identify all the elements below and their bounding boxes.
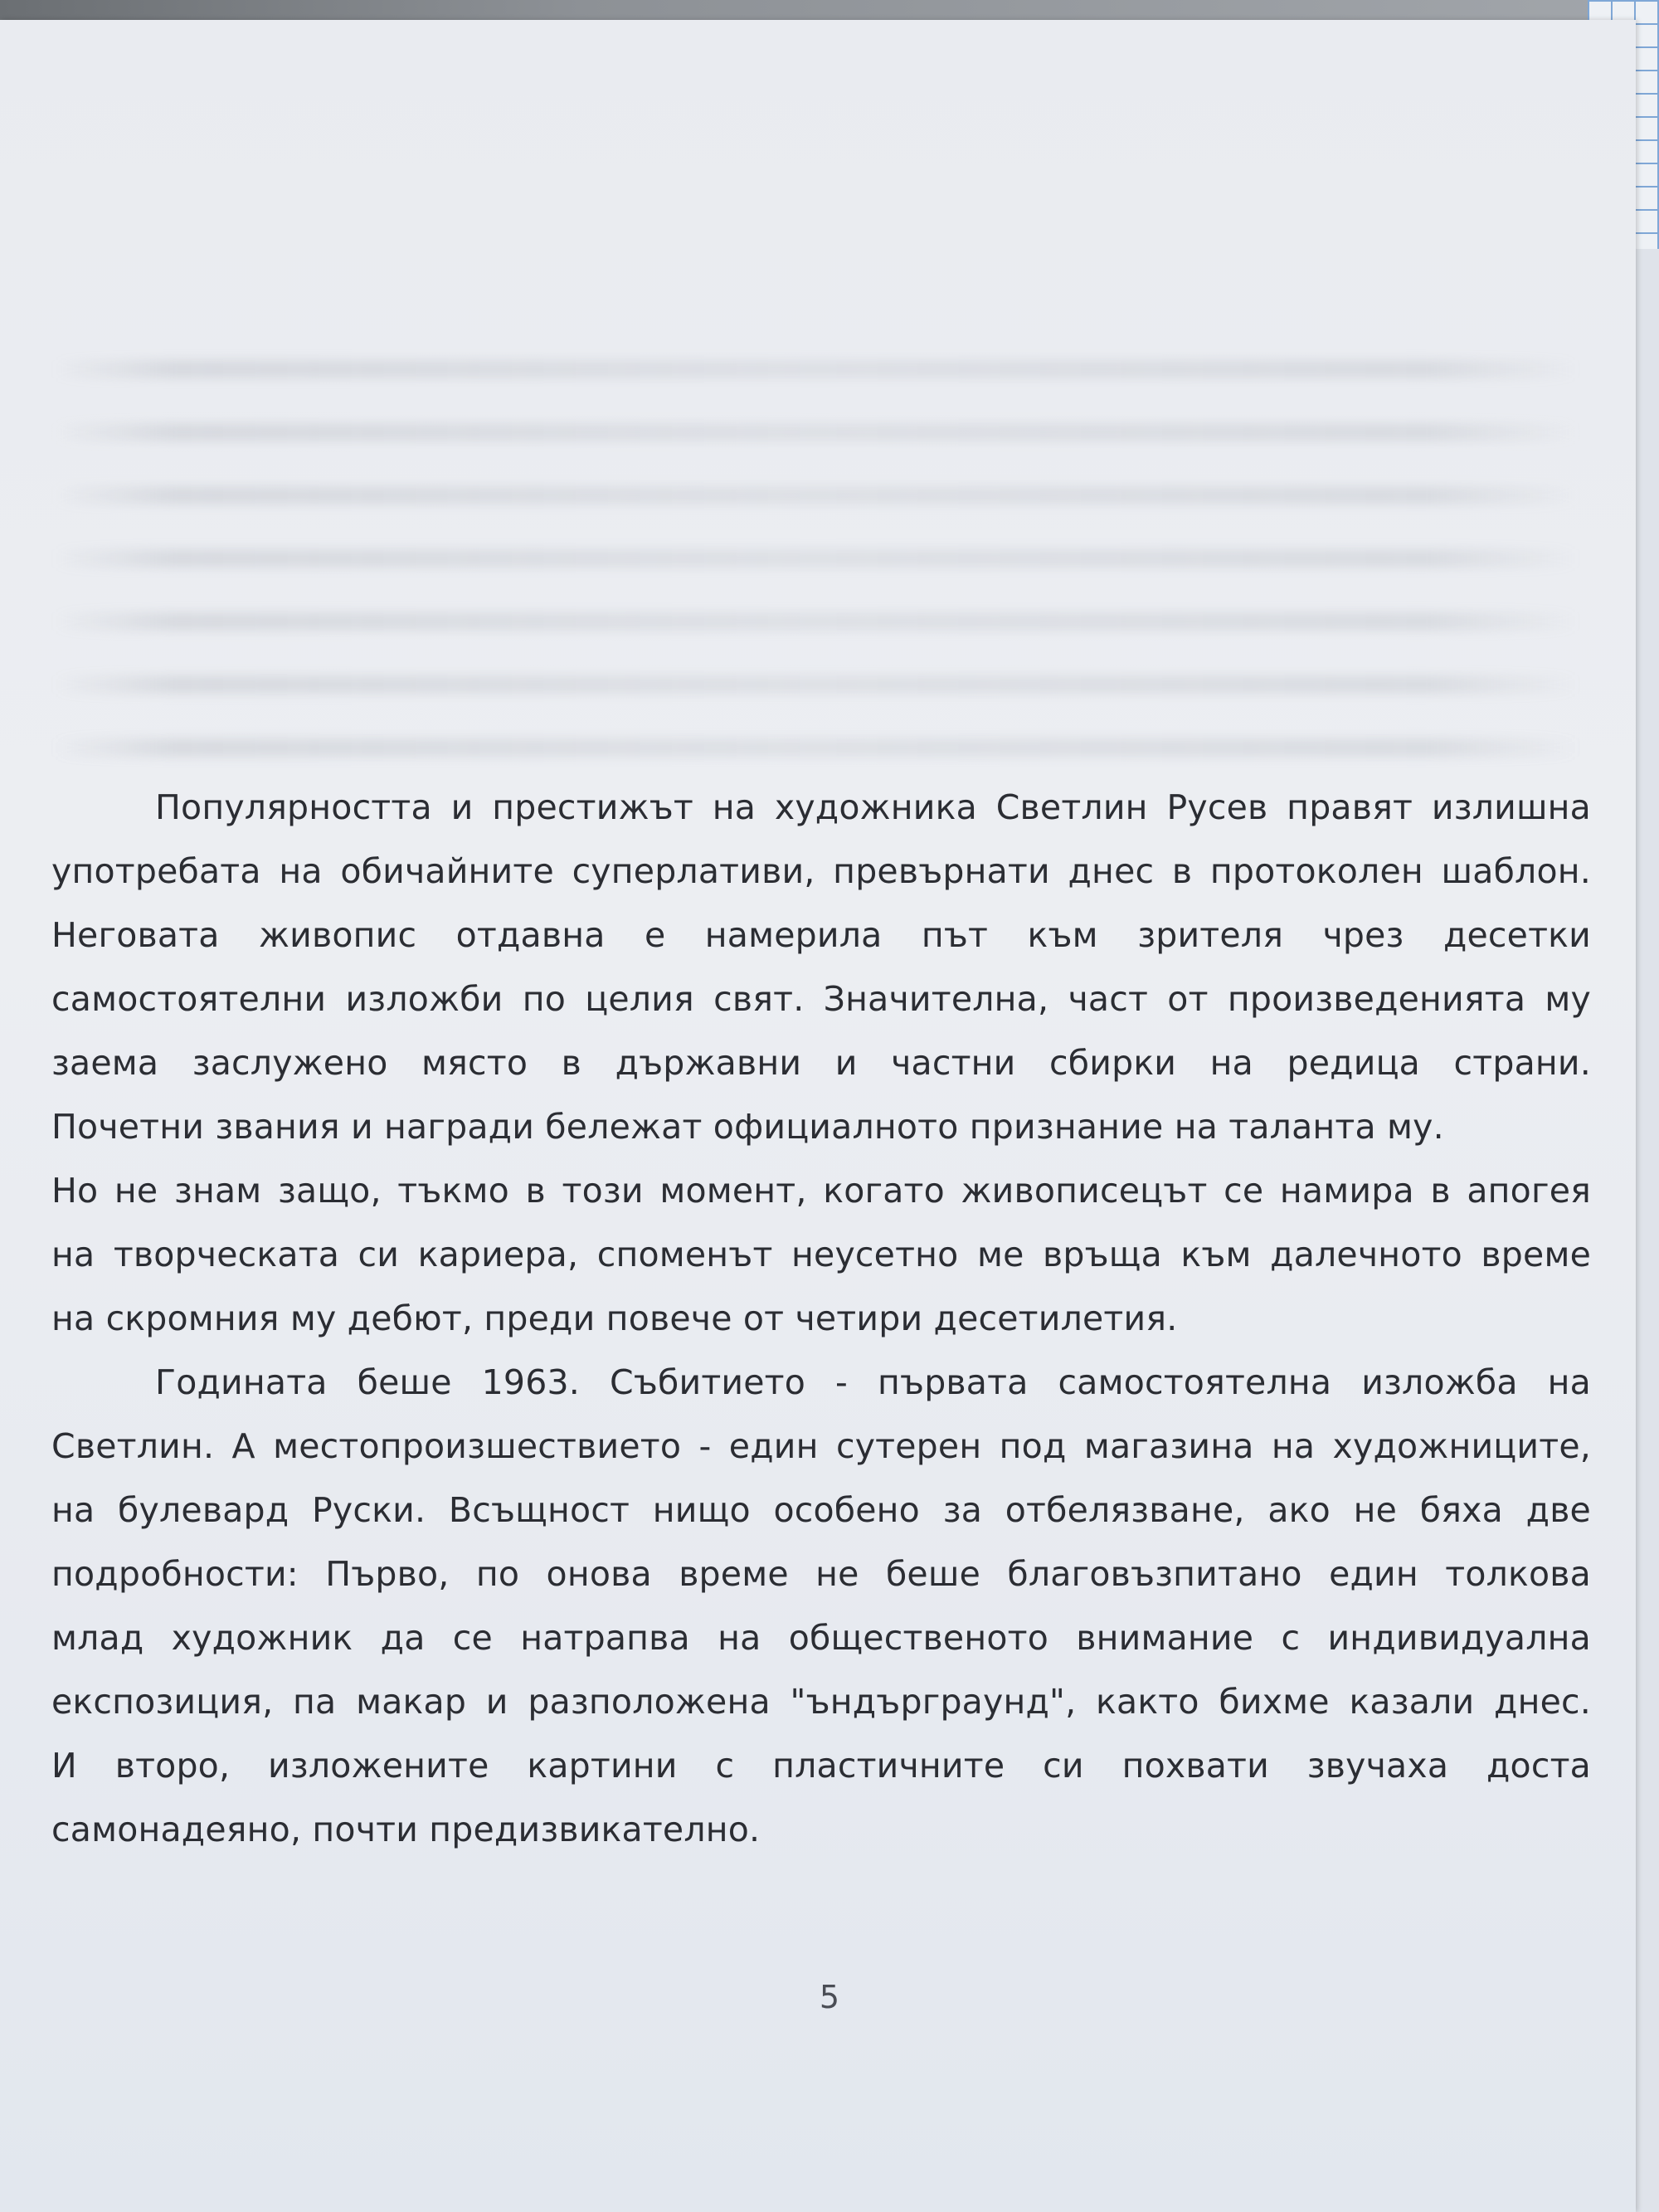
bleed-through-line (53, 423, 1579, 441)
body-text (51, 776, 1591, 1862)
bleed-through-line (53, 549, 1579, 568)
bleed-through-line (53, 675, 1579, 694)
text-line: И второ, изложените картини с пластичните си похвати звучаха доста (51, 1746, 1591, 1786)
text-line: самонадеяно, почти предизвикателно. (51, 1810, 761, 1849)
text-line: Неговата живопис отдавна е намерила път към зрителя чрез десетки (51, 915, 1591, 955)
text-line: самостоятелни изложби по целия свят. Значителна, част от произведенията му (51, 979, 1591, 1019)
text-line: Но не знам защо, тъкмо в този момент, когато живописецът се намира в апогея (51, 1171, 1591, 1211)
text-line: на творческата си кариера, споменът неусетно ме връща към далечното време (51, 1235, 1591, 1274)
paragraph-1 (51, 776, 1591, 1159)
text-line: на булевард Руски. Всъщност нищо особено за отбелязване, ако не бяха две (51, 1490, 1591, 1530)
text-line: експозиция, па макар и разположена "ъндърграунд", както бихме казали днес. (51, 1682, 1591, 1722)
text-line: подробности: Първо, по онова време не беше благовъзпитано един толкова (51, 1554, 1591, 1594)
bleed-through-line (53, 360, 1579, 378)
text-line: на скромния му дебют, преди повече от четири десетилетия. (51, 1298, 1178, 1338)
text-line: Почетни звания и награди бележат официалното признание на таланта му. (51, 1107, 1444, 1147)
paragraph-2 (51, 1159, 1591, 1351)
text-line: Светлин. А местопроизшествието - един сутерен под магазина на художниците, (51, 1426, 1591, 1466)
bleed-through-line (53, 486, 1579, 504)
text-line: млад художник да се натрапва на общественото внимание с индивидуална (51, 1618, 1591, 1658)
text-line: Годината беше 1963. Събитието - първата самостоятелна изложба на (155, 1362, 1591, 1402)
paragraph-3 (51, 1351, 1591, 1862)
page-number: 5 (819, 1979, 840, 2015)
text-line: Популярността и престижът на художника Светлин Русев правят излишна (155, 787, 1591, 827)
bleed-through-line (53, 612, 1579, 631)
text-line: заема заслужено място в държавни и частни сбирки на редица страни. (51, 1043, 1591, 1083)
bleed-through-line (53, 738, 1579, 757)
text-line: употребата на обичайните суперлативи, превърнати днес в протоколен шаблон. (51, 851, 1591, 891)
